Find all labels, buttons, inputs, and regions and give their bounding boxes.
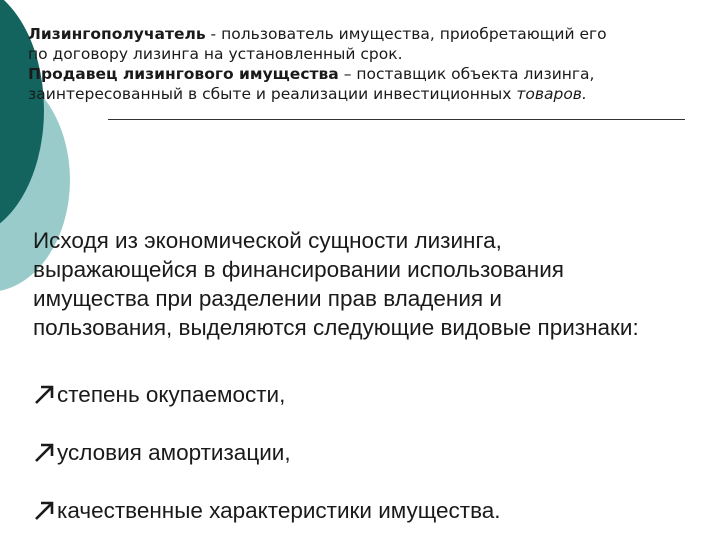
definition-text: поставщик объекта лизинга, (356, 65, 595, 83)
definition-lessee-cont (28, 44, 708, 64)
body-paragraph (33, 226, 693, 342)
arrow-bullet-icon (33, 442, 55, 464)
arrow-bullet-icon (33, 384, 55, 406)
bullet-list (33, 366, 693, 540)
paragraph-line: Исходя из экономической сущности лизинга, (33, 228, 502, 253)
bullet-text: условия амортизации, (57, 440, 291, 465)
definition-term: Лизингополучатель (28, 25, 206, 43)
definition-text: пользователь имущества, приобретающий его (221, 25, 607, 43)
list-item (33, 482, 693, 540)
definition-lessee (28, 24, 708, 44)
definition-seller-cont (28, 84, 708, 104)
definition-term: Продавец лизингового имущества (28, 65, 339, 83)
bullet-text: качественные характеристики имущества. (57, 498, 501, 523)
paragraph-line: выражающейся в финансировании использования (33, 257, 564, 282)
definitions-block (28, 24, 708, 104)
horizontal-divider (108, 119, 685, 120)
definition-seller (28, 64, 708, 84)
definition-italic-text: товаров. (516, 85, 587, 103)
paragraph-line: имущества при разделении прав владения и (33, 286, 502, 311)
arrow-bullet-icon (33, 500, 55, 522)
definition-separator: - (205, 25, 222, 43)
definition-text: по договору лизинга на установленный срок. (28, 45, 403, 63)
list-item (33, 366, 693, 424)
list-item (33, 424, 693, 482)
definition-text: заинтересованный в сбыте и реализации инвестиционных (28, 85, 517, 103)
paragraph-line: пользования, выделяются следующие видовые признаки: (33, 315, 639, 340)
bullet-text: степень окупаемости, (57, 382, 286, 407)
definition-separator: – (338, 65, 357, 83)
